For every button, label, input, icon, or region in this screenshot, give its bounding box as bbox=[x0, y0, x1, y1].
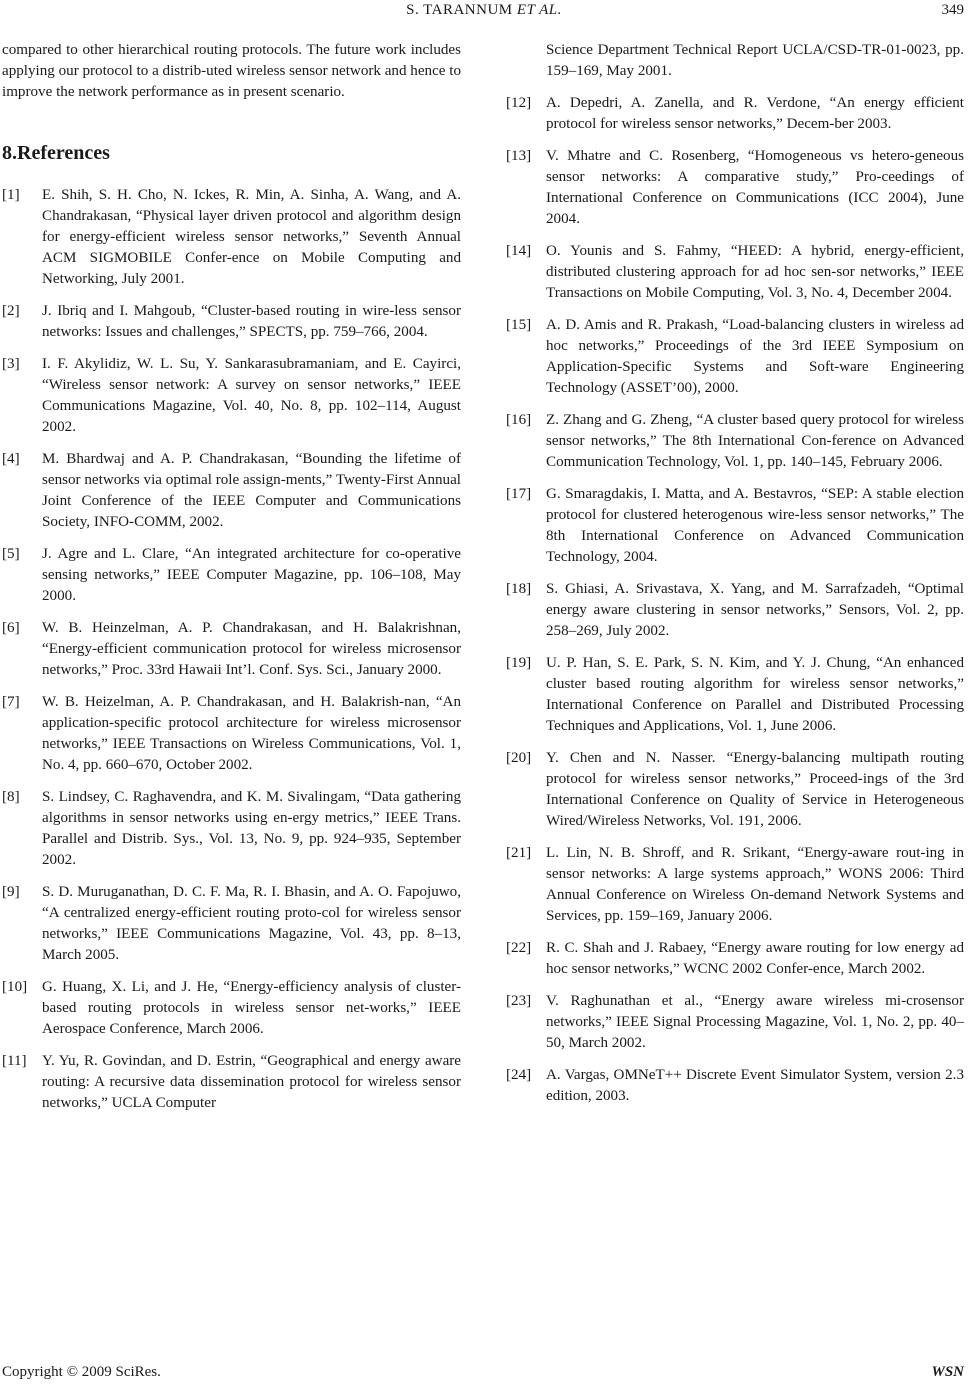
reference-text: J. Agre and L. Clare, “An integrated architecture for co-operative sensing networks,” IEEE Computer Magazine, pp. 106–108, May 2000. bbox=[42, 546, 461, 604]
section-number: 8. bbox=[2, 142, 17, 164]
reference-item bbox=[2, 618, 461, 681]
reference-number: [1] bbox=[2, 187, 20, 203]
left-column bbox=[2, 40, 461, 1125]
reference-item bbox=[2, 1051, 461, 1114]
reference-number: [14] bbox=[506, 243, 532, 259]
reference-number: [20] bbox=[506, 750, 532, 766]
reference-number: [2] bbox=[2, 303, 20, 319]
reference-text: O. Younis and S. Fahmy, “HEED: A hybrid, energy-efficient, distributed clustering approach for ad hoc sen-sor networks,” IEEE Transactions on Mobile Computing, Vol. 3, No. 4, December 2004. bbox=[546, 243, 964, 301]
reference-number: [18] bbox=[506, 581, 532, 597]
reference-text: W. B. Heizelman, A. P. Chandrakasan, and H. Balakrish-nan, “An application-specific protocol architecture for wireless microsensor networks,” IEEE Transactions on Wireless Communications, Vol. 1, No. 4, pp. 660–670, October 2002. bbox=[42, 694, 461, 773]
reference-item bbox=[506, 410, 964, 473]
reference-number: [11] bbox=[2, 1053, 27, 1069]
reference-text: Y. Yu, R. Govindan, and D. Estrin, “Geographical and energy aware routing: A recursive data dissemination protocol for wireless sensor networks,” UCLA Computer bbox=[42, 1053, 461, 1111]
reference-item bbox=[2, 354, 461, 438]
reference-item bbox=[2, 787, 461, 871]
reference-number: [16] bbox=[506, 412, 532, 428]
reference-number: [8] bbox=[2, 789, 20, 805]
reference-number: [15] bbox=[506, 317, 532, 333]
reference-text: A. Depedri, A. Zanella, and R. Verdone, “An energy efficient protocol for wireless sensor networks,” Decem-ber 2003. bbox=[546, 95, 964, 132]
reference-item bbox=[506, 579, 964, 642]
reference-number: [3] bbox=[2, 356, 20, 372]
reference-item bbox=[506, 653, 964, 737]
reference-number: [6] bbox=[2, 620, 20, 636]
reference-number: [21] bbox=[506, 845, 532, 861]
reference-item bbox=[506, 146, 964, 230]
reference-text: S. D. Muruganathan, D. C. F. Ma, R. I. Bhasin, and A. O. Fapojuwo, “A centralized energy-efficient routing proto-col for wireless sensor networks,” IEEE Communications Magazine, Vol. 43, pp. 8–13, March 2005. bbox=[42, 884, 461, 963]
reference-item bbox=[2, 977, 461, 1040]
reference-number: [7] bbox=[2, 694, 20, 710]
reference-number: [13] bbox=[506, 148, 532, 164]
reference-item bbox=[506, 991, 964, 1054]
reference-item bbox=[2, 882, 461, 966]
reference-text: W. B. Heinzelman, A. P. Chandrakasan, and H. Balakrishnan, “Energy-efficient communication protocol for wireless microsensor networks,” Proc. 33rd Hawaii Int’l. Conf. Sys. Sci., January 2000. bbox=[42, 620, 461, 678]
reference-item bbox=[506, 315, 964, 399]
reference-number: [10] bbox=[2, 979, 28, 995]
reference-number: [4] bbox=[2, 451, 20, 467]
reference-text: S. Ghiasi, A. Srivastava, X. Yang, and M. Sarrafzadeh, “Optimal energy aware clustering in sensor networks,” Sensors, Vol. 2, pp. 258–269, July 2002. bbox=[546, 581, 964, 639]
page-footer bbox=[2, 1364, 964, 1384]
reference-number: [9] bbox=[2, 884, 20, 900]
reference-text: A. D. Amis and R. Prakash, “Load-balancing clusters in wireless ad hoc networks,” Proceedings of the 3rd IEEE Symposium on Application-Specific Systems and Soft-ware Engineering Technology (ASSET’00), 2000. bbox=[546, 317, 964, 396]
reference-item bbox=[2, 301, 461, 343]
right-column bbox=[506, 40, 964, 1118]
reference-item bbox=[506, 484, 964, 568]
reference-list-right bbox=[506, 93, 964, 1107]
reference-text: U. P. Han, S. E. Park, S. N. Kim, and Y. J. Chung, “An enhanced cluster based routing algorithm for wireless sensor networks,” International Conference on Parallel and Distributed Processing Techniques and Applications, Vol. 1, June 2006. bbox=[546, 655, 964, 734]
reference-text: A. Vargas, OMNeT++ Discrete Event Simulator System, version 2.3 edition, 2003. bbox=[546, 1067, 964, 1104]
reference-item bbox=[2, 544, 461, 607]
running-head-author: S. TARANNUM bbox=[406, 2, 513, 18]
page-header bbox=[0, 2, 968, 24]
intro-paragraph: compared to other hierarchical routing protocols. The future work includes applying our protocol to a distrib-uted wireless sensor network and hence to improve the network performance as in present scenario. bbox=[2, 42, 461, 100]
reference-text: Y. Chen and N. Nasser. “Energy-balancing multipath routing protocol for wireless sensor networks,” Proceed-ings of the 3rd International Conference on Quality of Service in Heterogeneous Wired/Wireless Networks, Vol. 191, 2006. bbox=[546, 750, 964, 829]
reference-text: L. Lin, N. B. Shroff, and R. Srikant, “Energy-aware rout-ing in sensor networks: A large systems approach,” WONS 2006: Third Annual Conference on Wireless On-demand Network Systems and Services, pp. 159–169, January 2006. bbox=[546, 845, 964, 924]
page-number: 349 bbox=[941, 2, 964, 18]
reference-text: V. Raghunathan et al., “Energy aware wireless mi-crosensor networks,” IEEE Signal Processing Magazine, Vol. 1, No. 2, pp. 40–50, March 2002. bbox=[546, 993, 964, 1051]
reference-item bbox=[506, 843, 964, 927]
reference-text: G. Smaragdakis, I. Matta, and A. Bestavros, “SEP: A stable election protocol for clustered heterogenous wire-less sensor networks,” The 8th International Conference on Advanced Communication Technology, 2004. bbox=[546, 486, 964, 565]
reference-text: V. Mhatre and C. Rosenberg, “Homogeneous vs hetero-geneous sensor networks: A comparative study,” Pro-ceedings of International Conference on Communications (ICC 2004), June 2004. bbox=[546, 148, 964, 227]
reference-text: M. Bhardwaj and A. P. Chandrakasan, “Bounding the lifetime of sensor networks via optimal role assign-ments,” Twenty-First Annual Joint Conference of the IEEE Computer and Communications Society, INFO-COMM, 2002. bbox=[42, 451, 461, 530]
reference-text: J. Ibriq and I. Mahgoub, “Cluster-based routing in wire-less sensor networks: Issues and challenges,” SPECTS, pp. 759–766, 2004. bbox=[42, 303, 461, 340]
running-head bbox=[0, 2, 968, 19]
reference-item bbox=[506, 93, 964, 135]
reference-text: S. Lindsey, C. Raghavendra, and K. M. Sivalingam, “Data gathering algorithms in sensor networks using en-ergy metrics,” IEEE Trans. Parallel and Distrib. Sys., Vol. 13, No. 9, pp. 924–935, September 2002. bbox=[42, 789, 461, 868]
journal-abbreviation: WSN bbox=[931, 1364, 964, 1380]
reference-item bbox=[506, 938, 964, 980]
reference-item bbox=[2, 185, 461, 290]
reference-text: Z. Zhang and G. Zheng, “A cluster based query protocol for wireless sensor networks,” The 8th International Con-ference on Advanced Communication Technology, Vol. 1, pp. 140–145, February 2006. bbox=[546, 412, 964, 470]
reference-text: I. F. Akylidiz, W. L. Su, Y. Sankarasubramaniam, and E. Cayirci, “Wireless sensor network: A survey on sensor networks,” IEEE Communications Magazine, Vol. 40, No. 8, pp. 102–114, August 2002. bbox=[42, 356, 461, 435]
reference-item bbox=[506, 748, 964, 832]
reference-continuation: Science Department Technical Report UCLA/CSD-TR-01-0023, pp. 159–169, May 2001. bbox=[546, 42, 964, 79]
reference-number: [17] bbox=[506, 486, 532, 502]
reference-number: [24] bbox=[506, 1067, 532, 1083]
reference-number: [5] bbox=[2, 546, 20, 562]
reference-text: R. C. Shah and J. Rabaey, “Energy aware routing for low energy ad hoc sensor networks,” WCNC 2002 Confer-ence, March 2002. bbox=[546, 940, 964, 977]
reference-list-left bbox=[2, 185, 461, 1114]
reference-number: [19] bbox=[506, 655, 532, 671]
reference-text: G. Huang, X. Li, and J. He, “Energy-efficiency analysis of cluster-based routing protocols in wireless sensor net-works,” IEEE Aerospace Conference, March 2006. bbox=[42, 979, 461, 1037]
reference-item bbox=[2, 692, 461, 776]
section-title: References bbox=[17, 142, 110, 164]
reference-item bbox=[506, 241, 964, 304]
reference-item bbox=[506, 1065, 964, 1107]
running-head-etal: ET AL. bbox=[516, 2, 562, 18]
copyright-notice: Copyright © 2009 SciRes. bbox=[2, 1364, 161, 1380]
section-heading bbox=[2, 141, 461, 165]
reference-number: [12] bbox=[506, 95, 532, 111]
reference-number: [22] bbox=[506, 940, 532, 956]
reference-text: E. Shih, S. H. Cho, N. Ickes, R. Min, A. Sinha, A. Wang, and A. Chandrakasan, “Physical layer driven protocol and algorithm design for energy-efficient wireless sensor networks,” Seventh Annual ACM SIGMOBILE Confer-ence on Mobile Computing and Networking, July 2001. bbox=[42, 187, 461, 287]
reference-item bbox=[2, 449, 461, 533]
reference-number: [23] bbox=[506, 993, 532, 1009]
